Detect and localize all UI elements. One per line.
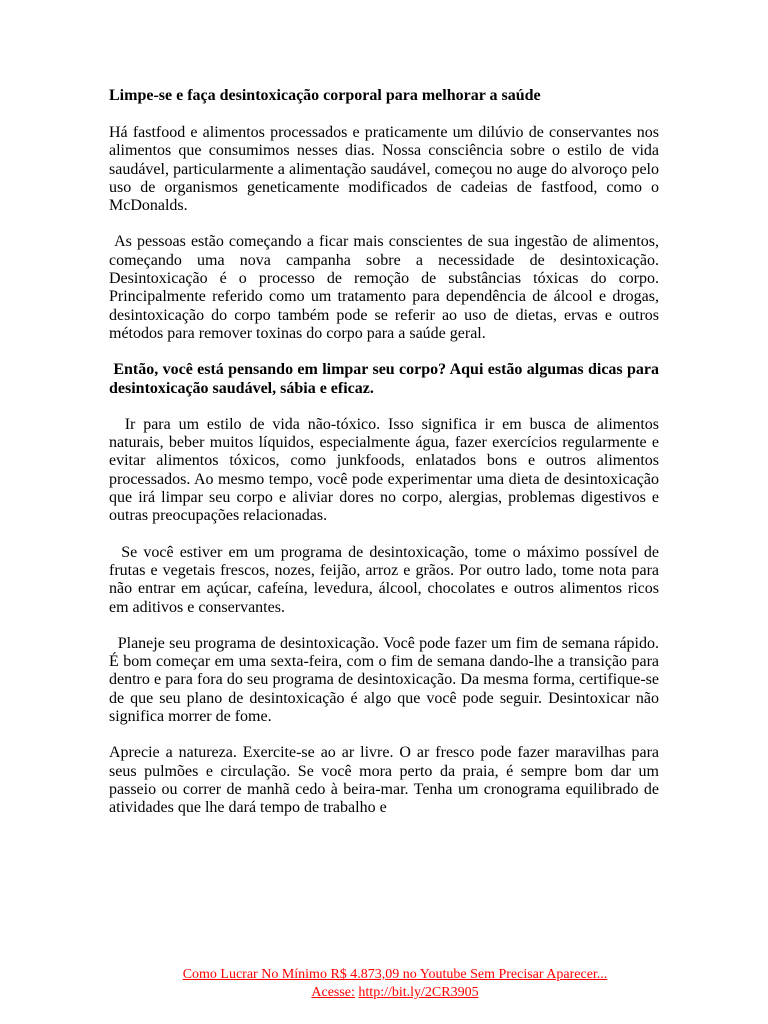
- document-title: Limpe-se e faça desintoxicação corporal para melhorar a saúde: [109, 87, 541, 104]
- footer-promo: [0, 966, 768, 1002]
- paragraph-7: Aprecie a natureza. Exercite-se ao ar livre. O ar fresco pode fazer maravilhas para seus pulmões e circulação. Se você mora perto da praia, é sempre bom dar um passeio ou correr de manhã cedo à beira-mar. Tenha um cronograma equilibrado de atividades que lhe dará tempo de trabalho e: [109, 744, 663, 817]
- paragraph-4: Ir para um estilo de vida não-tóxico. Isso significa ir em busca de alimentos naturais, beber muitos líquidos, especialmente água, fazer exercícios regularmente e evitar alimentos tóxicos, como junkfoods, enlatados bons e outros alimentos processados. Ao mesmo tempo, você pode experimentar uma dieta de desintoxicação que irá limpar seu corpo e aliviar dores no corpo, alergias, problemas digestivos e outras preocupações relacionadas.: [109, 415, 664, 525]
- paragraph-5: Se você estiver em um programa de desintoxicação, tome o máximo possível de frutas e vegetais frescos, nozes, feijão, arroz e grãos. Por outro lado, tome nota para não entrar em açúcar, cafeína, levedura, álcool, chocolates e outros alimentos ricos em aditivos e conservantes.: [109, 543, 664, 616]
- document-page: [109, 87, 664, 836]
- paragraph-1: Há fastfood e alimentos processados e praticamente um dilúvio de conservantes nos alimentos que consumimos nesses dias. Nossa consciência sobre o estilo de vida saudável, particularmente a alimentação saudável, começou no auge do alvoroço pelo uso de organismos geneticamente modificados de cadeias de fastfood, como o McDonalds.: [109, 124, 663, 215]
- paragraph-2: As pessoas estão começando a ficar mais conscientes de sua ingestão de alimentos, começando uma nova campanha sobre a necessidade de desintoxicação. Desintoxicação é o processo de remoção de substâncias tóxicas do corpo. Principalmente referido como um tratamento para dependência de álcool e drogas, desintoxicação do corpo também pode se referir ao uso de dietas, ervas e outros métodos para remover toxinas do corpo para a saúde geral.: [109, 233, 664, 342]
- paragraph-6: Planeje seu programa de desintoxicação. Você pode fazer um fim de semana rápido. É bom começar em uma sexta-feira, com o fim de semana dando-lhe a transição para dentro e para fora do seu programa de desintoxicação. Da mesma forma, certifique-se de que seu plano de desintoxicação é algo que você pode seguir. Desintoxicar não significa morrer de fome.: [109, 634, 664, 726]
- access-url-link[interactable]: http://bit.ly/2CR3905: [358, 985, 479, 1000]
- promo-link[interactable]: Como Lucrar No Mínimo R$ 4.873,09 no Youtube Sem Precisar Aparecer...: [182, 967, 608, 982]
- access-label-link[interactable]: Acesse:: [311, 985, 355, 1000]
- paragraph-3-bold-heading: Então, você está pensando em limpar seu corpo? Aqui estão algumas dicas para desintoxicação saudável, sábia e eficaz.: [109, 361, 664, 397]
